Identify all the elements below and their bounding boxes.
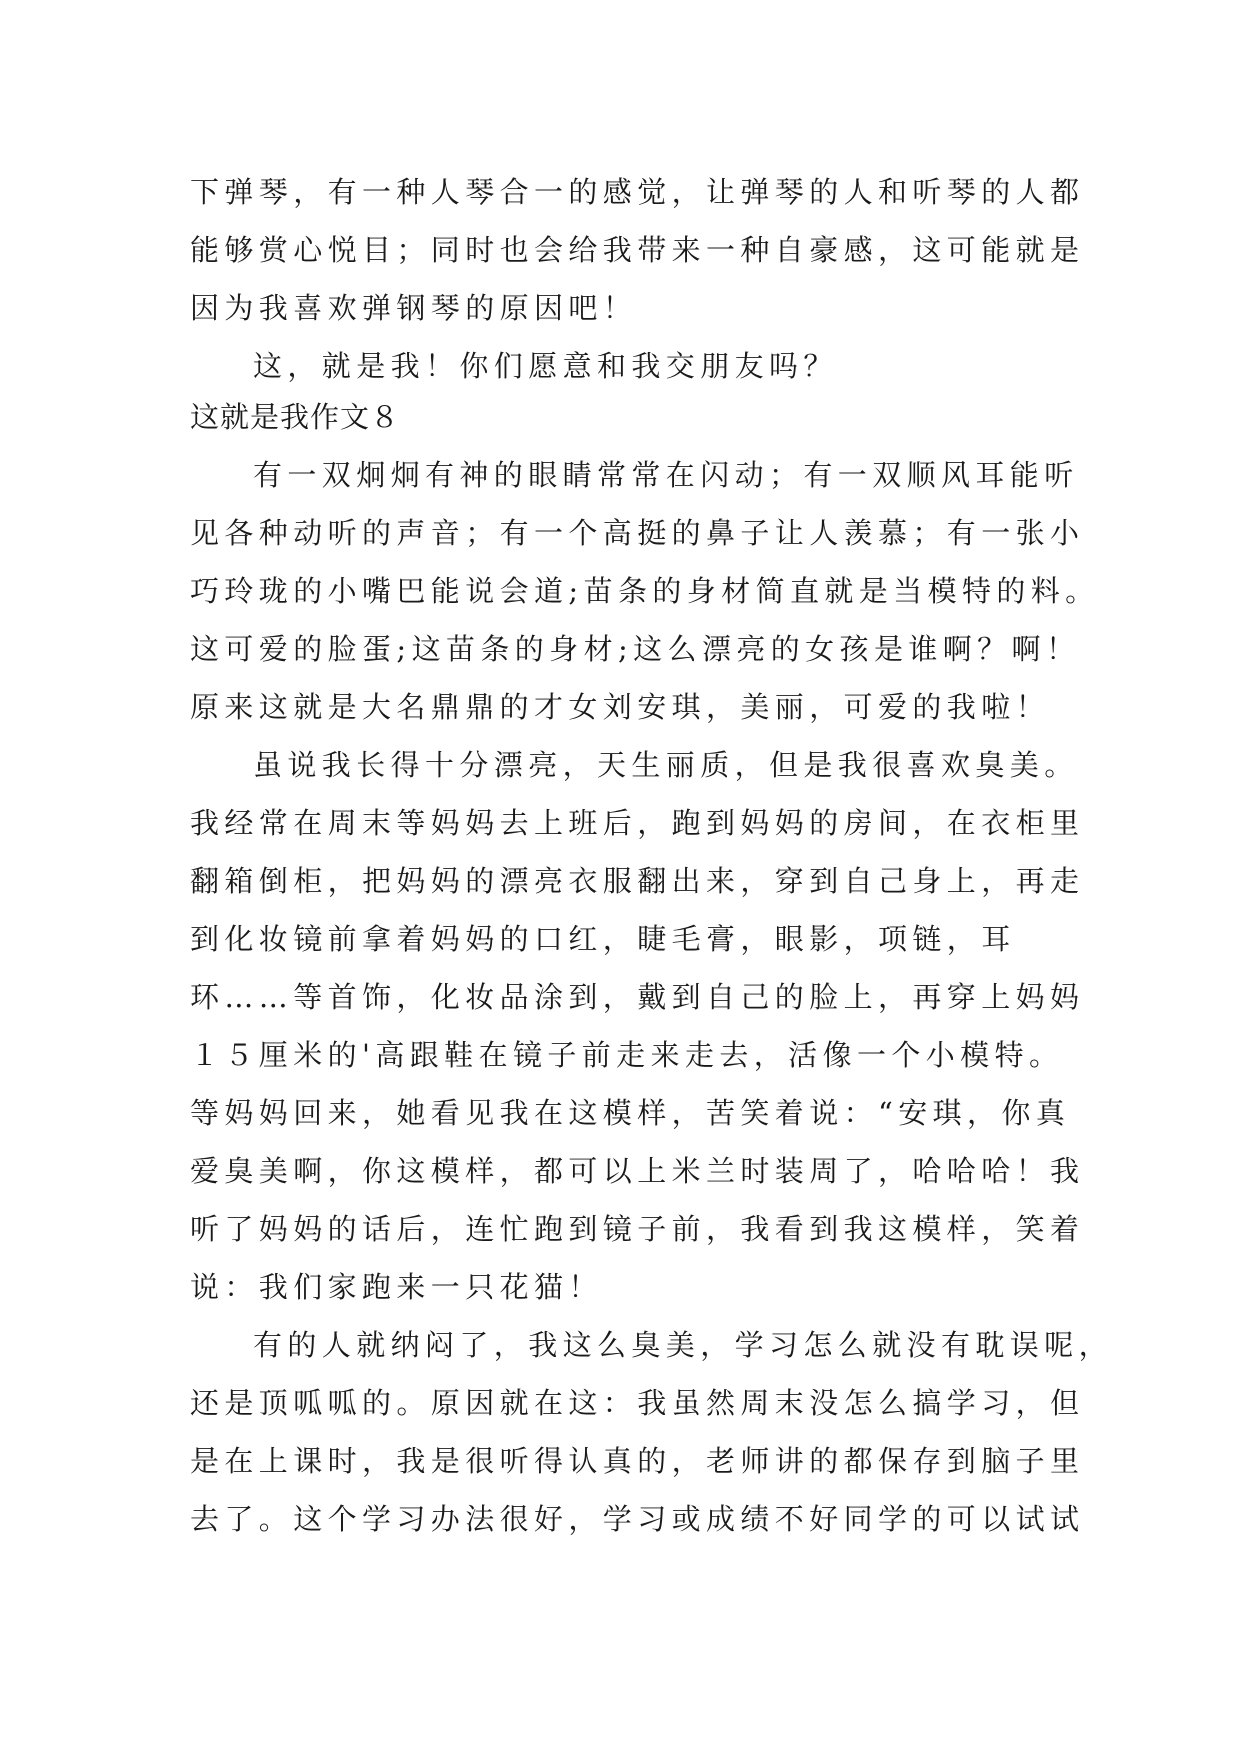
- text-line: 翻箱倒柜，把妈妈的漂亮衣服翻出来，穿到自己身上，再走: [190, 864, 1085, 898]
- text-line: 我经常在周末等妈妈去上班后，跑到妈妈的房间，在衣柜里: [190, 806, 1085, 840]
- text-line: 因为我喜欢弹钢琴的原因吧！: [190, 291, 638, 325]
- text-line: 巧玲珑的小嘴巴能说会道;苗条的身材简直就是当模特的料。: [190, 574, 1100, 608]
- text-line: 虽说我长得十分漂亮，天生丽质，但是我很喜欢臭美。: [253, 748, 1079, 782]
- text-line: 有的人就纳闷了，我这么臭美，学习怎么就没有耽误呢，: [253, 1328, 1114, 1362]
- text-line: 听了妈妈的话后，连忙跑到镜子前，我看到我这模样，笑着: [190, 1212, 1085, 1246]
- text-line: 等妈妈回来，她看见我在这模样，苦笑着说：“安琪，你真: [190, 1096, 1071, 1130]
- text-line: 环……等首饰，化妆品涂到，戴到自己的脸上，再穿上妈妈: [190, 980, 1085, 1014]
- section-title: 这就是我作文８: [190, 400, 401, 434]
- text-line: 能够赏心悦目；同时也会给我带来一种自豪感，这可能就是: [190, 233, 1085, 267]
- text-line: 是在上课时，我是很听得认真的，老师讲的都保存到脑子里: [190, 1444, 1085, 1478]
- text-line: 下弹琴，有一种人琴合一的感觉，让弹琴的人和听琴的人都: [190, 175, 1085, 209]
- text-line: 去了。这个学习办法很好，学习或成绩不好同学的可以试试: [190, 1502, 1085, 1536]
- text-line: 这可爱的脸蛋;这苗条的身材;这么漂亮的女孩是谁啊？啊！: [190, 632, 1081, 666]
- text-line: １５厘米的'高跟鞋在镜子前走来走去，活像一个小模特。: [190, 1038, 1064, 1072]
- text-line: 这，就是我！你们愿意和我交朋友吗？: [253, 349, 838, 383]
- text-line: 爱臭美啊，你这模样，都可以上米兰时装周了，哈哈哈！我: [190, 1154, 1085, 1188]
- text-line: 到化妆镜前拿着妈妈的口红，睫毛膏，眼影，项链，耳: [190, 922, 1016, 956]
- text-line: 还是顶呱呱的。原因就在这：我虽然周末没怎么搞学习，但: [190, 1386, 1085, 1420]
- text-line: 有一双炯炯有神的眼睛常常在闪动；有一双顺风耳能听: [253, 458, 1079, 492]
- text-line: 说：我们家跑来一只花猫！: [190, 1270, 603, 1304]
- text-line: 原来这就是大名鼎鼎的才女刘安琪，美丽，可爱的我啦！: [190, 690, 1051, 724]
- text-line: 见各种动听的声音；有一个高挺的鼻子让人羡慕；有一张小: [190, 516, 1085, 550]
